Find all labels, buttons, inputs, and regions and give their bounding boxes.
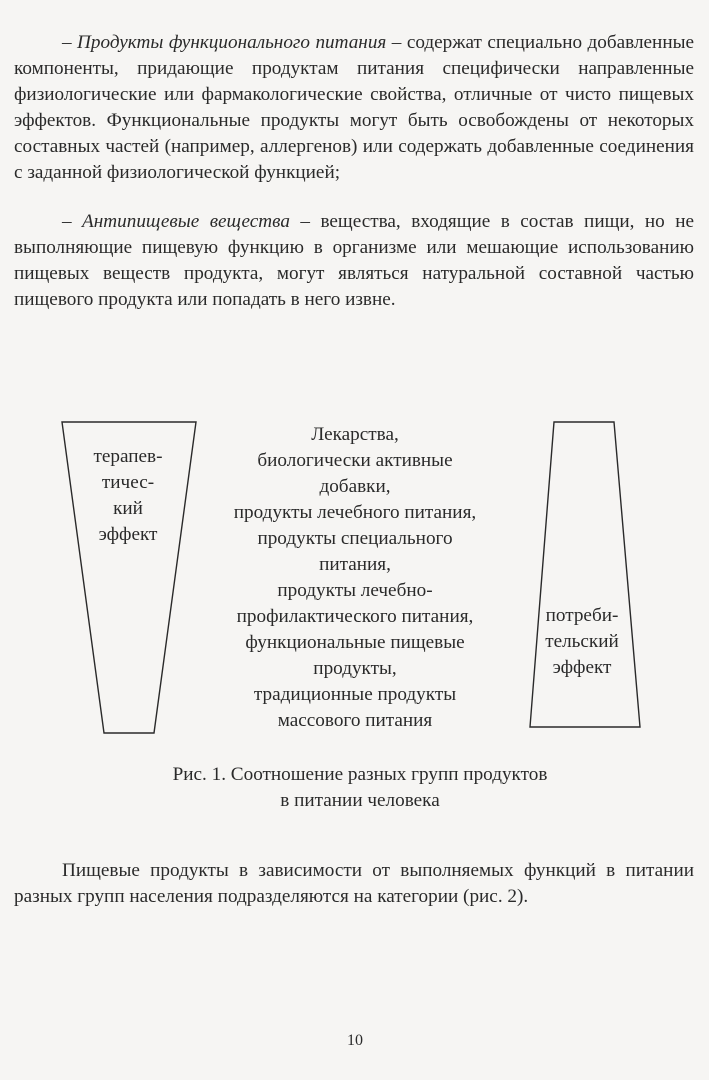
term-functional-foods: – Продукты функционального питания <box>62 32 387 53</box>
paragraph-functional-foods-text: – содержат специально добавленные компоненты, придающие продуктам питания специфически направленные физиологические или фармакологические свойства, отличные от чисто пищевых эффектов. Функциональные продукты могут быть освобождены от некоторых составных частей (например, аллергенов) или содержать добавленные соединения с заданной физиологической функцией; <box>14 32 694 183</box>
consumer-effect-label-line: потреби- <box>545 605 619 626</box>
therapeutic-effect-label-line: терапев- <box>93 446 163 467</box>
product-group-line: массового питания <box>277 710 433 731</box>
product-group-line: питания, <box>319 554 391 575</box>
term-antinutrients: – Антипищевые вещества <box>62 211 290 232</box>
consumer-effect-label-line: тельский <box>545 631 619 652</box>
product-group-line: продукты, <box>313 658 397 679</box>
therapeutic-effect-label <box>78 444 178 548</box>
product-group-line: биологически активные <box>257 450 453 471</box>
therapeutic-effect-label-line: эффект <box>98 524 158 545</box>
product-group-line: профилактического питания, <box>236 606 474 627</box>
figure-caption-line-1: Рис. 1. Соотношение разных групп продуктов <box>172 764 548 785</box>
product-group-line: традиционные продукты <box>253 684 457 705</box>
therapeutic-effect-label-line: тичес- <box>101 472 155 493</box>
page-number: 10 <box>347 1032 363 1049</box>
product-group-line: функциональные пищевые <box>245 632 465 653</box>
consumer-effect-trapezoid <box>530 422 640 727</box>
product-group-line: Лекарства, <box>311 424 399 445</box>
paragraph-food-categories-text: Пищевые продукты в зависимости от выполняемых функций в питании разных групп населения подразделяются на категории (рис. 2). <box>14 860 694 907</box>
product-groups-list <box>205 422 505 734</box>
figure-caption <box>130 762 590 814</box>
paragraph-antinutrients-text: – вещества, входящие в состав пищи, но не выполняющие пищевую функцию в организме или мешающие использованию пищевых веществ продукта, могут являться натуральной составной частью пищевого продукта или попадать в него извне. <box>14 211 694 310</box>
product-group-line: добавки, <box>319 476 391 497</box>
product-group-line: продукты лечебно- <box>277 580 433 601</box>
consumer-effect-label <box>530 603 634 681</box>
product-group-line: продукты лечебного питания, <box>233 502 477 523</box>
paragraph-food-categories <box>14 858 694 910</box>
figure-caption-line-2: в питании человека <box>280 790 440 811</box>
product-group-line: продукты специального <box>257 528 453 549</box>
therapeutic-effect-label-line: кий <box>113 498 143 519</box>
consumer-effect-label-line: эффект <box>552 657 612 678</box>
